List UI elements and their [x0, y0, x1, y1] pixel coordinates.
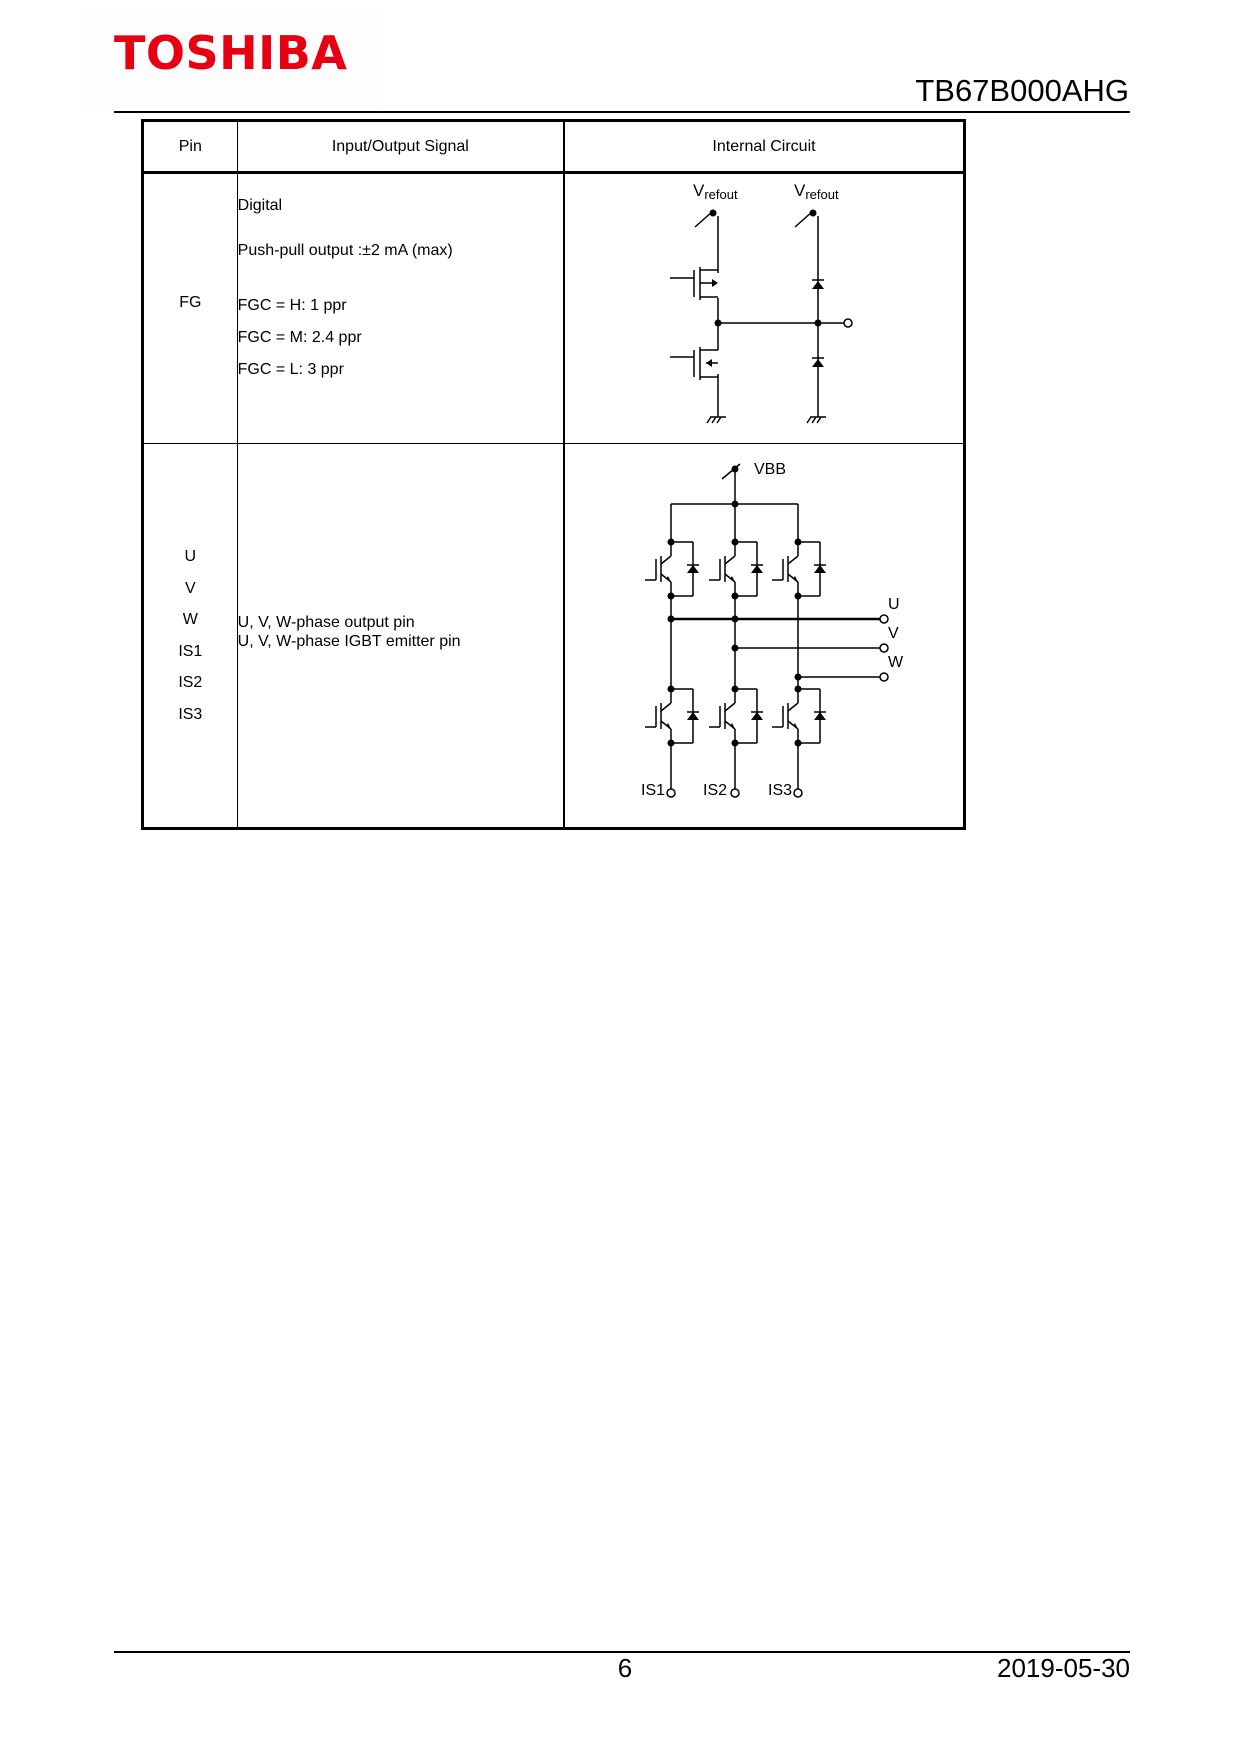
- pin-table: [141, 119, 966, 830]
- fg-output-circuit: [565, 174, 963, 438]
- signal-mode: FGC = H: 1 ppr: [237, 297, 347, 315]
- pin-label: IS2: [178, 674, 203, 691]
- pin-cell: [143, 173, 238, 444]
- circuit-cell: [564, 173, 965, 444]
- vref-sub-label: refout: [704, 187, 738, 202]
- signal-cell: [237, 444, 564, 829]
- table-header-row: [143, 121, 965, 173]
- toshiba-logo: TOSHIBA: [114, 26, 348, 80]
- pin-cell: [143, 444, 238, 829]
- svg-text:Vrefout: [693, 181, 738, 202]
- pin-label: FG: [179, 294, 202, 311]
- header-circuit: Internal Circuit: [564, 121, 965, 173]
- igbt-bridge-circuit: [565, 444, 963, 822]
- w-label: W: [888, 654, 904, 671]
- signal-line: U, V, W-phase IGBT emitter pin: [237, 633, 461, 651]
- header-rule: [114, 111, 1130, 113]
- is2-label: IS2: [703, 782, 728, 799]
- is1-label: IS1: [641, 782, 666, 799]
- signal-mode: FGC = L: 3 ppr: [237, 360, 344, 378]
- pin-label: W: [182, 611, 198, 628]
- signal-cell: [237, 173, 564, 444]
- vref-label: V: [693, 181, 705, 200]
- signal-mode: FGC = M: 2.4 ppr: [237, 328, 362, 346]
- is3-label: IS3: [768, 782, 793, 799]
- pin-label: IS1: [178, 642, 203, 660]
- header-signal: Input/Output Signal: [237, 121, 564, 173]
- svg-text:Vrefout: [794, 181, 839, 202]
- vref-label: V: [794, 181, 806, 200]
- pin-label: IS3: [178, 705, 203, 723]
- vbb-label: VBB: [754, 461, 787, 478]
- u-label: U: [888, 596, 900, 613]
- v-label: V: [888, 625, 899, 642]
- signal-output: Push-pull output :±2 mA (max): [237, 242, 453, 260]
- pin-label: V: [184, 579, 196, 597]
- signal-line: U, V, W-phase output pin: [237, 614, 415, 631]
- circuit-cell: [564, 444, 965, 829]
- header-pin: Pin: [143, 121, 238, 173]
- revision-date: 2019-05-30: [997, 1653, 1130, 1683]
- signal-type: Digital: [237, 197, 283, 214]
- document-id: TB67B000AHG: [915, 73, 1129, 108]
- pin-label: U: [184, 548, 197, 565]
- page-number: 6: [617, 1653, 633, 1683]
- table-row: [143, 444, 965, 829]
- table-row: [143, 173, 965, 444]
- vref-sub-label: refout: [805, 187, 839, 202]
